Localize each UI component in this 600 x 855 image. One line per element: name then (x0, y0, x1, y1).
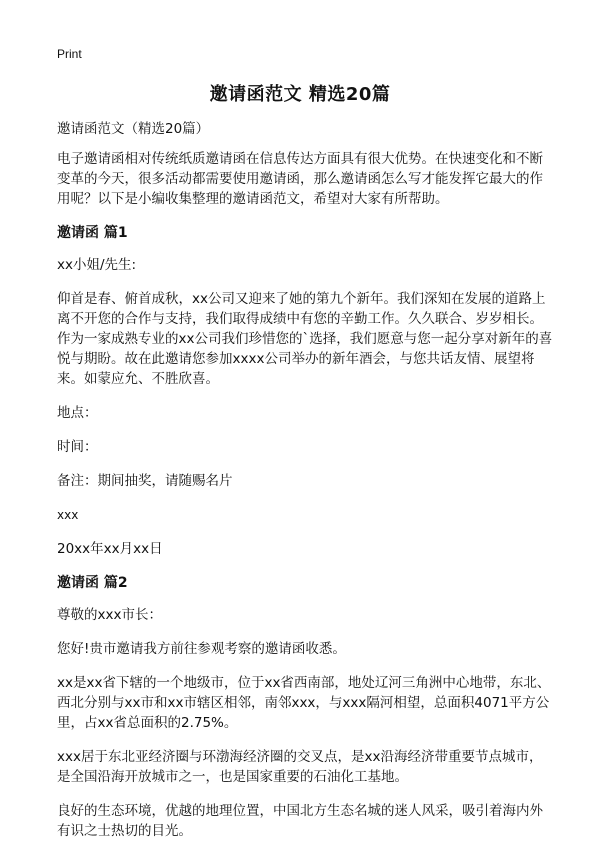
section1-note: 备注：期间抽奖，请随赐名片 (57, 473, 233, 489)
section2-salutation: 尊敬的xxx市长： (57, 607, 162, 623)
print-label[interactable]: Print (57, 47, 82, 61)
section1-body: 仰首是春、俯首成秋，xx公司又迎来了她的第九个新年。我们深知在发展的道路上离不开您的合作与支持，我们取得成绩中有您的辛勤工作。久久联合、岁岁相长。作为一家成熟专业的xx公司我们珍惜您的`选择，我们愿意与您一起分享对新年的喜悦与期盼。故在此邀请您参加xxxx公司举办的新年酒会，与您共话友情、展望将来。如蒙应允、不胜欣喜。 (57, 291, 553, 387)
section1-salutation: xx小姐/先生: (57, 257, 137, 273)
document-subtitle: 邀请函范文（精选20篇） (57, 121, 210, 137)
intro-paragraph: 电子邀请函相对传统纸质邀请函在信息传达方面具有很大优势。在快速变化和不断变革的今天，很多活动都需要使用邀请函，那么邀请函怎么写才能发挥它最大的作用呢？以下是小编收集整理的邀请函范文，希望对大家有所帮助。 (57, 151, 543, 207)
section1-time: 时间： (57, 439, 98, 455)
section2-paragraph-2: xx是xx省下辖的一个地级市，位于xx省西南部，地处辽河三角洲中心地带，东北、西北分别与xx市和xx市辖区相邻，南邻xxx，与xxx隔河相望，总面积4071平方公里，占xx省总面积的2.75%。 (57, 675, 551, 731)
section1-signer: xxx (57, 508, 79, 522)
section2-heading: 邀请函 篇2 (57, 575, 128, 591)
document-body (57, 119, 554, 855)
section1-heading: 邀请函 篇1 (57, 225, 128, 241)
section2-paragraph-4: 良好的生态环境，优越的地理位置，中国北方生态名城的迷人风采，吸引着海内外有识之士热切的目光。 (57, 803, 543, 839)
section2-paragraph-3: xxx居于东北亚经济圈与环渤海经济圈的交叉点，是xx沿海经济带重要节点城市，是全国沿海开放城市之一，也是国家重要的石油化工基地。 (57, 749, 543, 785)
page-title: 邀请函范文 精选20篇 (209, 84, 391, 105)
section1-location: 地点： (57, 405, 98, 421)
section2-paragraph-1: 您好!贵市邀请我方前往参观考察的邀请函收悉。 (57, 641, 346, 657)
section1-date: 20xx年xx月xx日 (57, 541, 163, 557)
